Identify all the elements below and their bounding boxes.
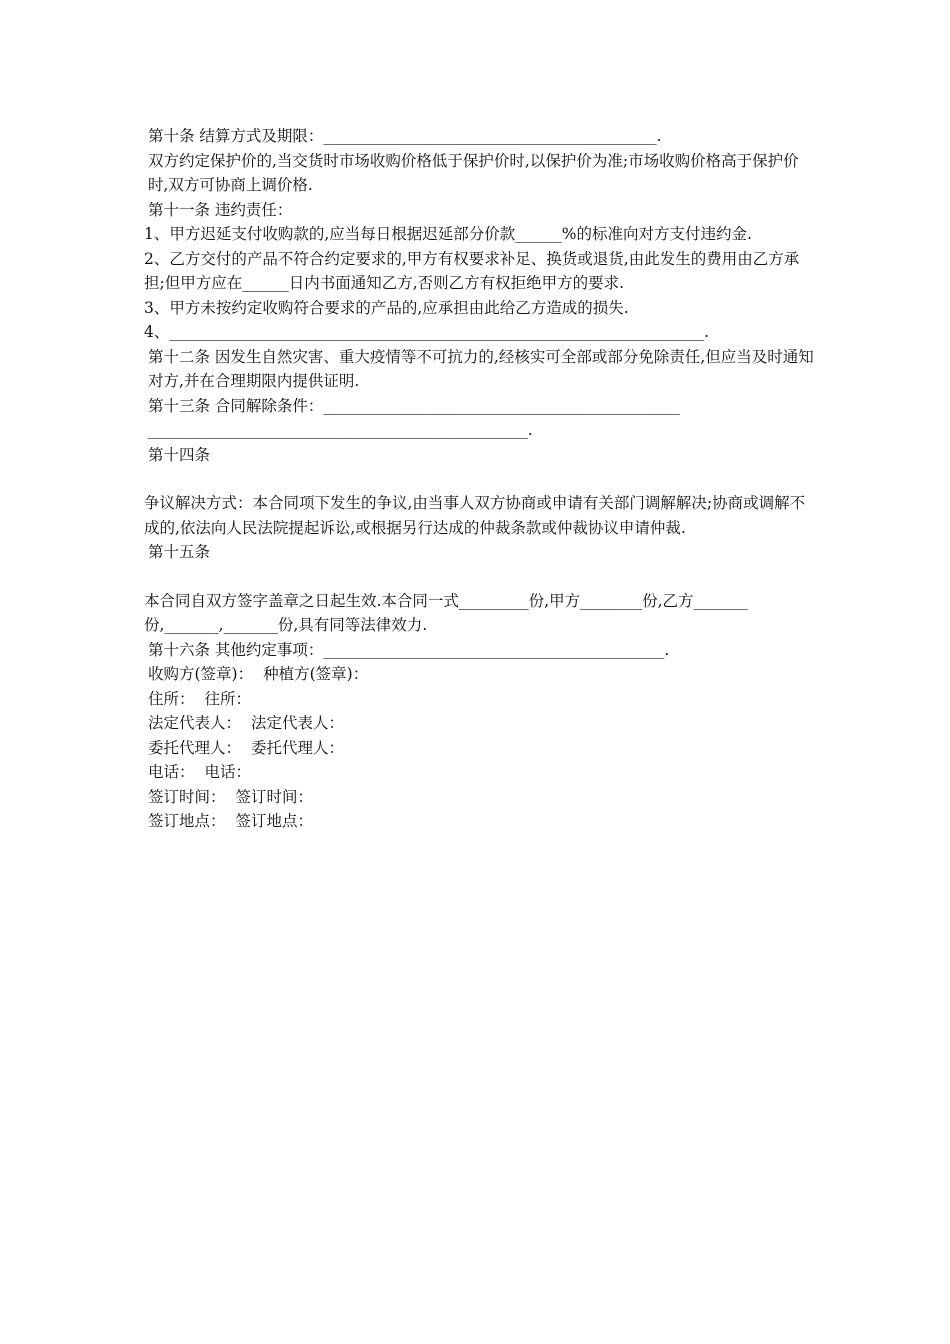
- grower-legal-rep-label: 法定代表人：: [251, 714, 345, 732]
- article-10-title: 第十条 结算方式及期限：___________________________________________.: [148, 127, 662, 145]
- grower-phone-label: 电话：: [204, 763, 252, 781]
- signature-row-date: [144, 785, 814, 810]
- article-16-title: 第十六条 其他约定事项：____________________________________________.: [148, 640, 670, 659]
- article-11-title: 第十一条 违约责任：: [148, 200, 293, 219]
- contract-page: [144, 124, 814, 834]
- signature-row-place: [144, 809, 814, 834]
- buyer-date-label: 签订时间：: [148, 787, 226, 806]
- grower-address-label: 往所：: [204, 689, 252, 708]
- article-11-item-3: 3、甲方未按约定收购符合要求的产品的,应承担由此给乙方造成的损失.: [144, 298, 629, 317]
- article-15-body: 本合同自双方签字盖章之日起生效.本合同一式_________份,甲方________份,乙方_______份,_______,_______份,具有同等法律效力.: [144, 591, 748, 634]
- buyer-seal-label: 收购方(签章)：: [148, 665, 254, 683]
- article-14-body: 争议解决方式：本合同项下发生的争议,由当事人双方协商或申请有关部门调解解决;协商或调解不成的,依法向人民法院提起诉讼,或根据另行达成的仲裁条款或仲裁协议申请仲裁.: [144, 494, 806, 537]
- buyer-agent-label: 委托代理人：: [148, 738, 242, 757]
- grower-date-label: 签订时间：: [235, 787, 314, 806]
- buyer-address-label: 住所：: [148, 689, 195, 708]
- grower-agent-label: 委托代理人：: [251, 738, 345, 757]
- article-15-title: 第十五条: [148, 543, 211, 561]
- grower-place-label: 签订地点：: [235, 812, 314, 830]
- buyer-place-label: 签订地点：: [148, 812, 226, 830]
- article-13-title: 第十三条 合同解除条件：______________________________________________: [148, 396, 680, 415]
- signature-row-phone: [144, 760, 814, 785]
- buyer-legal-rep-label: 法定代表人：: [148, 714, 242, 732]
- article-12: 第十二条 因发生自然灾害、重大疫情等不可抗力的,经核实可全部或部分免除责任,但应当及时通知对方,并在合理期限内提供证明.: [148, 347, 814, 390]
- signature-row-party: [144, 662, 814, 687]
- spacer: [144, 467, 814, 491]
- article-13-continuation: _________________________________________________.: [148, 421, 533, 439]
- article-11-item-4: 4、_____________________________________________________________________.: [144, 323, 710, 341]
- signature-row-agent: [144, 736, 814, 761]
- spacer: [144, 565, 814, 589]
- signature-row-legal-rep: [144, 711, 814, 736]
- grower-seal-label: 种植方(签章)：: [263, 665, 369, 683]
- article-10-body: 双方约定保护价的,当交货时市场收购价格低于保护价时,以保护价为准;市场收购价格高于保护价时,双方可协商上调价格.: [148, 151, 799, 194]
- article-14-title: 第十四条: [148, 445, 211, 464]
- signature-row-address: [144, 687, 814, 712]
- article-11-item-2: 2、乙方交付的产品不符合约定要求的,甲方有权要求补足、换货或退货,由此发生的费用由乙方承担;但甲方应在______日内书面通知乙方,否则乙方有权拒绝甲方的要求.: [144, 249, 800, 292]
- buyer-phone-label: 电话：: [148, 763, 195, 781]
- signature-block: [144, 662, 814, 834]
- article-11-item-1: 1、甲方迟延支付收购款的,应当每日根据迟延部分价款______%的标准向对方支付违约金.: [144, 225, 752, 243]
